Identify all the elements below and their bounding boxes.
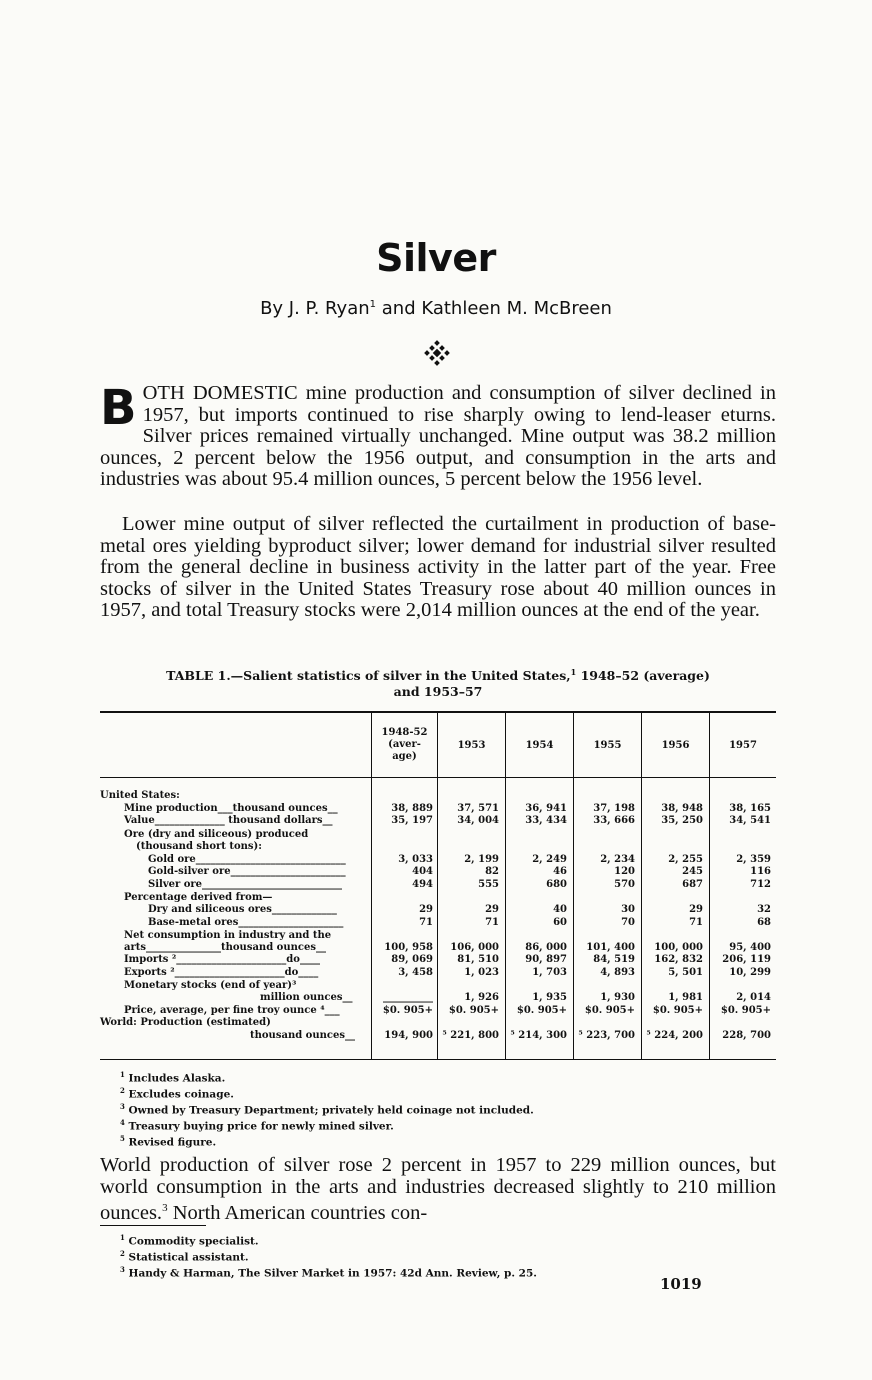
table-row: [100, 892, 776, 904]
table-row: [100, 930, 776, 942]
footnote-mark: 1: [120, 1233, 125, 1242]
table-cell: 37, 571: [457, 803, 499, 814]
footnote: [120, 1085, 534, 1101]
table-cell: 194, 900: [384, 1030, 433, 1041]
table-cell: 100, 000: [654, 942, 703, 953]
table-top-rule: [100, 711, 776, 713]
page-footnotes: [120, 1232, 537, 1280]
row-label: United States:: [100, 790, 180, 801]
table-cell: 228, 700: [722, 1030, 771, 1041]
table-row: [100, 790, 776, 802]
column-header-1948-52: [372, 727, 437, 763]
footnote-mark: 2: [120, 1249, 125, 1259]
table-row: [100, 803, 776, 815]
column-header-1953: 1953: [457, 740, 486, 751]
footnote: [120, 1232, 537, 1248]
table-cell: 106, 000: [450, 942, 499, 953]
table-row: [100, 854, 776, 866]
footnote-mark: 1: [369, 299, 377, 310]
table-cell: 95, 400: [729, 942, 771, 953]
table-cell: 206, 119: [722, 954, 771, 965]
table-cell: 494: [412, 879, 433, 890]
row-label: Imports ²______________________do____: [124, 954, 320, 965]
author-1: By J. P. Ryan: [260, 298, 370, 319]
table-row: [100, 980, 776, 992]
row-label: Percentage derived from—: [124, 892, 273, 903]
column-header-1957: 1957: [729, 740, 757, 751]
table-cell: 40: [553, 904, 567, 915]
table-cell: 404: [412, 866, 433, 877]
footnote-text: Excludes coinage.: [124, 1088, 234, 1101]
row-label: Base-metal ores_____________________: [148, 917, 344, 928]
table-caption: [100, 664, 776, 700]
footnote-mark: 3: [120, 1102, 125, 1112]
second-paragraph: Lower mine output of silver reflected the curtailment in production of base-metal ores yielding byproduct silver; lower demand for industrial silver resulted from the general decline in business activity in the latter part of the year. Free stocks of silver in the United States Treasury rose about 40 million ounces in 1957, and total Treasury stocks were 2,014 million ounces at the end of the year.: [100, 513, 776, 621]
table-notes: [120, 1069, 534, 1149]
table-cell: 38, 889: [391, 803, 433, 814]
table-cell: 84, 519: [593, 954, 635, 965]
footnote: [120, 1117, 534, 1133]
footnote-mark: 1: [120, 1070, 125, 1079]
table-cell: $0. 905+: [584, 1005, 635, 1016]
caption-text: TABLE 1.—Salient statistics of silver in the United States,: [166, 668, 571, 684]
footnote-rule: [100, 1225, 206, 1226]
table-cell: 38, 948: [661, 803, 703, 814]
table-row: [100, 866, 776, 878]
table-cell: 90, 897: [525, 954, 567, 965]
footnote-text: Includes Alaska.: [124, 1072, 226, 1085]
footnote-mark: 4: [120, 1118, 125, 1128]
table-cell: $0. 905+: [652, 1005, 703, 1016]
table-cell: 10, 299: [729, 967, 771, 978]
row-label: Gold-silver ore_______________________: [148, 866, 346, 877]
table-cell: 60: [553, 917, 567, 928]
row-label: Gold ore______________________________: [148, 854, 346, 865]
table-cell: ⁵ 223, 700: [578, 1030, 635, 1041]
table-cell: 33, 666: [593, 815, 635, 826]
table-cell: 71: [485, 917, 499, 928]
caption-footnote-mark: 1: [570, 667, 577, 677]
table-cell: 680: [546, 879, 567, 890]
row-label: Ore (dry and siliceous) produced: [124, 829, 309, 840]
table-cell: __________: [383, 992, 433, 1003]
intro-paragraph: [100, 380, 776, 491]
table-row: [100, 942, 776, 954]
footnote: [120, 1133, 534, 1149]
table-cell: 570: [614, 879, 635, 890]
footnote-mark: 5: [120, 1134, 125, 1144]
table-row: [100, 992, 776, 1004]
table-cell: 712: [750, 879, 771, 890]
table-cell: $0. 905+: [516, 1005, 567, 1016]
row-label: World: Production (estimated): [100, 1017, 271, 1028]
table-cell: 1, 926: [464, 992, 499, 1003]
table-cell: 120: [614, 866, 635, 877]
table-row: [100, 1005, 776, 1017]
table-row: [100, 954, 776, 966]
footnote-text: Treasury buying price for newly mined silver.: [124, 1120, 394, 1133]
table-cell: 4, 893: [600, 967, 635, 978]
drop-cap: B: [100, 380, 137, 436]
table-cell: 34, 004: [457, 815, 499, 826]
table-cell: ⁵ 224, 200: [646, 1030, 703, 1041]
table-cell: 1, 023: [464, 967, 499, 978]
row-label: million ounces__: [260, 992, 353, 1003]
table-cell: 245: [682, 866, 703, 877]
third-paragraph: [100, 1155, 776, 1224]
table-cell: 38, 165: [729, 803, 771, 814]
column-header-line: (aver-: [388, 739, 421, 750]
table-cell: 2, 249: [532, 854, 567, 865]
table-row: [100, 841, 776, 853]
column-header-line: 1948-52: [381, 727, 428, 738]
table-cell: 100, 958: [384, 942, 433, 953]
table-bottom-rule: [100, 1059, 776, 1060]
row-label: arts_______________thousand ounces__: [124, 942, 326, 953]
table-cell: 70: [621, 917, 635, 928]
row-label: (thousand short tons):: [136, 841, 262, 852]
table-cell: 36, 941: [525, 803, 567, 814]
table-cell: 1, 935: [532, 992, 567, 1003]
paragraph-text: World production of silver rose 2 percent in 1957 to 229 million ounces, but world consumption in the arts and industries decreased slightly to 210 million ounces.: [100, 1154, 776, 1224]
table-cell: 1, 703: [532, 967, 567, 978]
footnote: [120, 1264, 537, 1280]
table-row: [100, 967, 776, 979]
footnote-mark: 2: [120, 1086, 125, 1096]
row-label: Dry and siliceous ores_____________: [148, 904, 337, 915]
table-cell: 89, 069: [391, 954, 433, 965]
article-title: Silver: [376, 236, 496, 280]
table-cell: 1, 930: [600, 992, 635, 1003]
table-cell: 35, 250: [661, 815, 703, 826]
table-row: [100, 904, 776, 916]
table-cell: 555: [478, 879, 499, 890]
table-cell: 32: [757, 904, 771, 915]
footnote: [120, 1069, 534, 1085]
footnote-text: Revised figure.: [124, 1136, 217, 1149]
table-cell: 2, 359: [736, 854, 771, 865]
table-cell: 35, 197: [391, 815, 433, 826]
row-label: Exports ²______________________do____: [124, 967, 319, 978]
table-row: [100, 1017, 776, 1029]
row-label: thousand ounces__: [250, 1030, 355, 1041]
table-cell: 2, 255: [668, 854, 703, 865]
row-label: Net consumption in industry and the: [124, 930, 332, 941]
byline: [0, 298, 872, 319]
table-cell: 46: [553, 866, 567, 877]
table-cell: 81, 510: [457, 954, 499, 965]
table-cell: 86, 000: [525, 942, 567, 953]
table-cell: $0. 905+: [720, 1005, 771, 1016]
table-cell: 37, 198: [593, 803, 635, 814]
table-cell: 1, 981: [668, 992, 703, 1003]
table-cell: 3, 033: [398, 854, 433, 865]
footnote-text: Commodity specialist.: [124, 1235, 259, 1248]
row-label: Value______________ thousand dollars__: [124, 815, 333, 826]
footnote-mark: 3: [120, 1265, 125, 1275]
table-cell: 71: [689, 917, 703, 928]
table-cell: 2, 199: [464, 854, 499, 865]
table-cell: 34, 541: [729, 815, 771, 826]
row-label: Monetary stocks (end of year)³: [124, 980, 297, 991]
table-cell: 68: [757, 917, 771, 928]
footnote: [120, 1248, 537, 1264]
column-header-1954: 1954: [525, 740, 554, 751]
table-cell: 33, 434: [525, 815, 567, 826]
table-cell: 687: [682, 879, 703, 890]
table-row: [100, 815, 776, 827]
table-row: [100, 879, 776, 891]
table-cell: 29: [419, 904, 433, 915]
table-cell: 162, 832: [654, 954, 703, 965]
table-cell: 5, 501: [668, 967, 703, 978]
caption-line-2: and 1953–57: [393, 684, 483, 700]
row-label: Mine production___thousand ounces__: [124, 803, 338, 814]
table-row: [100, 917, 776, 929]
paragraph-text-tail: North American countries con-: [167, 1201, 428, 1224]
table-cell: 116: [750, 866, 771, 877]
footnote-text: Handy & Harman, The Silver Market in 1957: 42d Ann. Review, p. 25.: [124, 1267, 537, 1280]
footnote-text: Statistical assistant.: [124, 1251, 249, 1264]
table-cell: $0. 905+: [382, 1005, 433, 1016]
table-cell: 101, 400: [586, 942, 635, 953]
table-cell: ⁵ 214, 300: [510, 1030, 567, 1041]
table-cell: ⁵ 221, 800: [442, 1030, 499, 1041]
table-header-rule: [100, 777, 776, 778]
column-header-1955: 1955: [593, 740, 622, 751]
table-cell: 2, 014: [736, 992, 771, 1003]
table-cell: 30: [621, 904, 635, 915]
intro-text: OTH DOMESTIC mine production and consumption of silver declined in 1957, but imports continued to rise sharply owing to lend-leaser eturns. Silver prices remained virtually unchanged. Mine output was 38.2 million ounces, 2 percent below the 1956 output, and consumption in the arts and industries was about 95.4 million ounces, 5 percent below the 1956 level.: [100, 382, 776, 490]
table-row: [100, 829, 776, 841]
footnote-text: Owned by Treasury Department; privately held coinage not included.: [124, 1104, 534, 1117]
page-number: 1019: [660, 1275, 702, 1293]
footnote-mark: 3: [162, 1202, 168, 1214]
footnote: [120, 1101, 534, 1117]
row-label: Silver ore____________________________: [148, 879, 343, 890]
ornament-icon: [424, 340, 450, 366]
table-cell: 82: [485, 866, 499, 877]
author-2: and Kathleen M. McBreen: [376, 298, 612, 319]
table-cell: 2, 234: [600, 854, 635, 865]
row-label: Price, average, per fine troy ounce ⁴___: [124, 1005, 340, 1016]
table-cell: $0. 905+: [448, 1005, 499, 1016]
column-header-1956: 1956: [661, 740, 690, 751]
table-cell: 29: [485, 904, 499, 915]
column-header-line: age): [392, 751, 417, 762]
caption-text-2: 1948–52 (average): [576, 668, 710, 684]
table-cell: 3, 458: [398, 967, 433, 978]
table-cell: 29: [689, 904, 703, 915]
table-cell: 71: [419, 917, 433, 928]
table-row: [100, 1030, 776, 1042]
